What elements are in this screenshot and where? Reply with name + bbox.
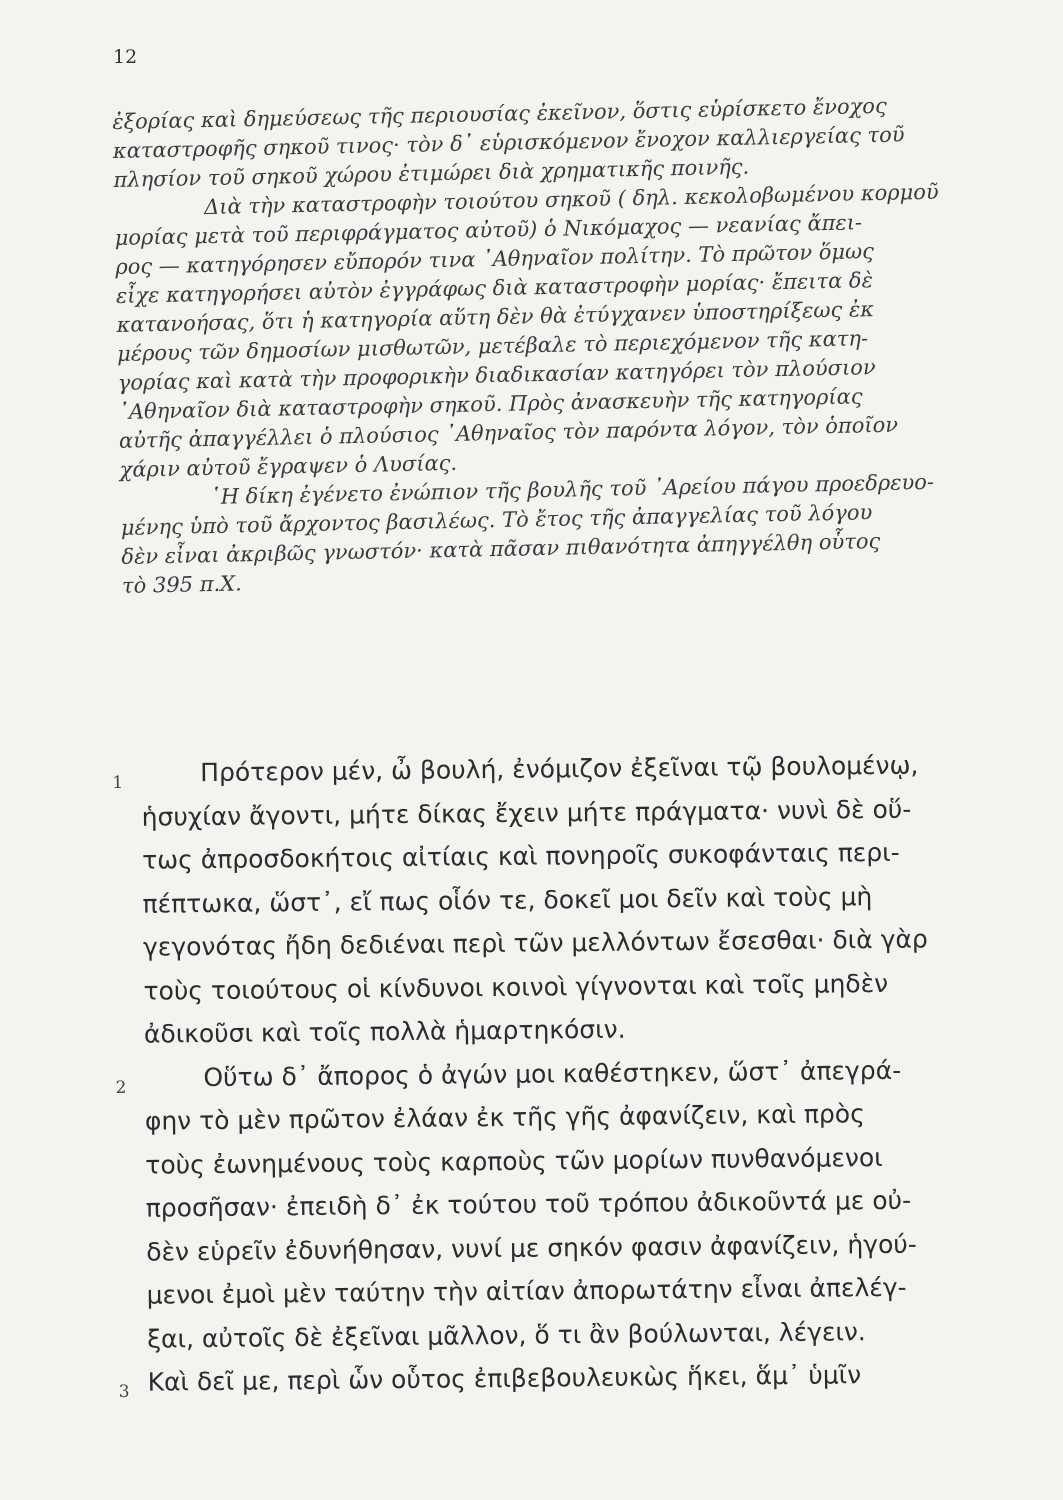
text-line: αὐτῆς ἀπαγγέλλει ὁ πλούσιος ᾿Αθηναῖος τὸν παρόντα λόγον, τὸν ὁποῖον	[118, 412, 899, 453]
text-line: πλησίον τοῦ σηκοῦ χώρου ἐτιμώρει διὰ χρηματικῆς ποινῆς.	[113, 154, 750, 192]
text-line: τοὺς ἐωνημένους τοὺς καρποὺς τῶν μορίων πυνθανόμενοι	[145, 1142, 883, 1180]
text-line: χάριν αὐτοῦ ἔγραψεν ὁ Λυσίας.	[119, 450, 458, 482]
text-line: ᾿Αθηναῖον διὰ καταστροφὴν σηκοῦ. Πρὸς ἀνασκευὴν τῆς κατηγορίας	[118, 384, 863, 424]
paragraph-number: 1	[112, 772, 124, 793]
text-line: πέπτωκα, ὥστ᾿, εἴ πως οἷόν τε, δοκεῖ μοι δεῖν καὶ τοὺς μὴ	[142, 881, 873, 919]
text-line: ρος — κατηγόρησεν εὔπορόν τινα ᾿Αθηναῖον πολίτην. Τὸ πρῶτον ὅμως	[115, 239, 875, 279]
text-line: ἀδικοῦσι καὶ τοῖς πολλὰ ἡμαρτηκόσιν.	[143, 1014, 626, 1049]
text-line: τὸ 395 π.Χ.	[121, 571, 243, 598]
intro-paragraph	[114, 177, 995, 485]
text-line: Πρότερον μέν, ὦ βουλή, ἐνόμιζον ἐξεῖναι τῷ βουλομένῳ,	[200, 750, 919, 788]
text-line: Οὕτω δ᾿ ἄπορος ὁ ἀγών μοι καθέστηκεν, ὥστ᾿ ἀπεγρά-	[203, 1055, 902, 1092]
page-number: 12	[113, 46, 138, 68]
text-line: Καὶ δεῖ με, περὶ ὧν οὗτος ἐπιβεβουλευκὼς ἥκει, ἅμ᾿ ὑμῖν	[147, 1360, 862, 1397]
text-line: μένης ὑπὸ τοῦ ἄρχοντος βασιλέως. Τὸ ἔτος τῆς ἀπαγγελίας τοῦ λόγου	[120, 500, 873, 540]
text-line: γεγονότας ἤδη δεδιέναι περὶ τῶν μελλόντων ἔσεσθαι· διὰ γὰρ	[142, 924, 928, 962]
introduction-text	[112, 90, 997, 601]
speech-paragraph	[118, 1352, 998, 1405]
text-line: γορίας καὶ κατὰ τὴν προφορικὴν διαδικασίαν κατηγόρει τὸν πλούσιον	[117, 355, 876, 395]
speech-paragraph	[115, 1047, 998, 1361]
text-line: τοὺς τοιούτους οἱ κίνδυνοι κοινοὶ γίγνονται καὶ τοῖς μηδὲν	[143, 968, 889, 1006]
text-line: ἡσυχίαν ἄγοντι, μήτε δίκας ἔχειν μήτε πράγματα· νυνὶ δὲ οὕ-	[141, 794, 912, 832]
text-line: μέρους τῶν δημοσίων μισθωτῶν, μετέβαλε τὸ περιεχόμενον τῆς κατη-	[116, 326, 869, 366]
text-line: ἐξορίας καὶ δημεύσεως τῆς περιουσίας ἐκεῖνον, ὅστις εὑρίσκετο ἔνοχος	[112, 93, 887, 134]
text-line: μενοι ἐμοὶ μὲν ταύτην τὴν αἰτίαν ἀπορωτάτην εἶναι ἀπελέγ-	[146, 1272, 907, 1310]
paragraph-number: 2	[115, 1077, 127, 1098]
text-line: δὲν εὑρεῖν ἐδυνήθησαν, νυνί με σηκόν φασιν ἀφανίζειν, ἡγού-	[146, 1229, 917, 1267]
text-line: μορίας μετὰ τοῦ περιφράγματος αὐτοῦ) ὁ Νικόμαχος — νεανίας ἄπει-	[114, 210, 863, 250]
text-line: προσῆσαν· ἐπειδὴ δ᾿ ἐκ τούτου τοῦ τρόπου ἀδικοῦντά με οὐ-	[145, 1185, 912, 1223]
text-line: τως ἀπροσδοκήτοις αἰτίαις καὶ πονηροῖς συκοφάνταις περι-	[141, 837, 900, 875]
speech-paragraph	[112, 743, 995, 1057]
text-line: κατανοήσας, ὅτι ἡ κατηγορία αὕτη δὲν θὰ ἐτύγχανεν ὑποστηρίξεως ἐκ	[116, 297, 875, 337]
text-line: ξαι, αὐτοῖς δὲ ἐξεῖναι μᾶλλον, ὅ τι ἂν βούλωνται, λέγειν.	[146, 1316, 866, 1354]
text-line: καταστροφῆς σηκοῦ τινος· τὸν δ᾿ εὑρισκόμενον ἔνοχον καλλιεργείας τοῦ	[112, 122, 905, 163]
paragraph-number: 3	[118, 1381, 130, 1402]
text-line: ῾Η δίκη ἐγένετο ἐνώπιον τῆς βουλῆς τοῦ ᾿Αρείου πάγου προεδρευο-	[209, 469, 935, 510]
text-line: δὲν εἶναι ἀκριβῶς γνωστόν· κατὰ πᾶσαν πιθανότητα ἀπηγγέλθη οὗτος	[121, 529, 881, 569]
speech-text	[112, 743, 999, 1405]
text-line: εἶχε κατηγορήσει αὐτὸν ἐγγράφως διὰ καταστροφὴν μορίας· ἔπειτα δὲ	[115, 268, 874, 308]
text-line: Διὰ τὴν καταστροφὴν τοιούτου σηκοῦ ( δηλ. κεκολοβωμένου κορμοῦ	[203, 179, 939, 220]
intro-paragraph	[120, 467, 997, 601]
text-line: φην τὸ μὲν πρῶτον ἐλάαν ἐκ τῆς γῆς ἀφανίζειν, καὶ πρὸς	[144, 1099, 865, 1136]
